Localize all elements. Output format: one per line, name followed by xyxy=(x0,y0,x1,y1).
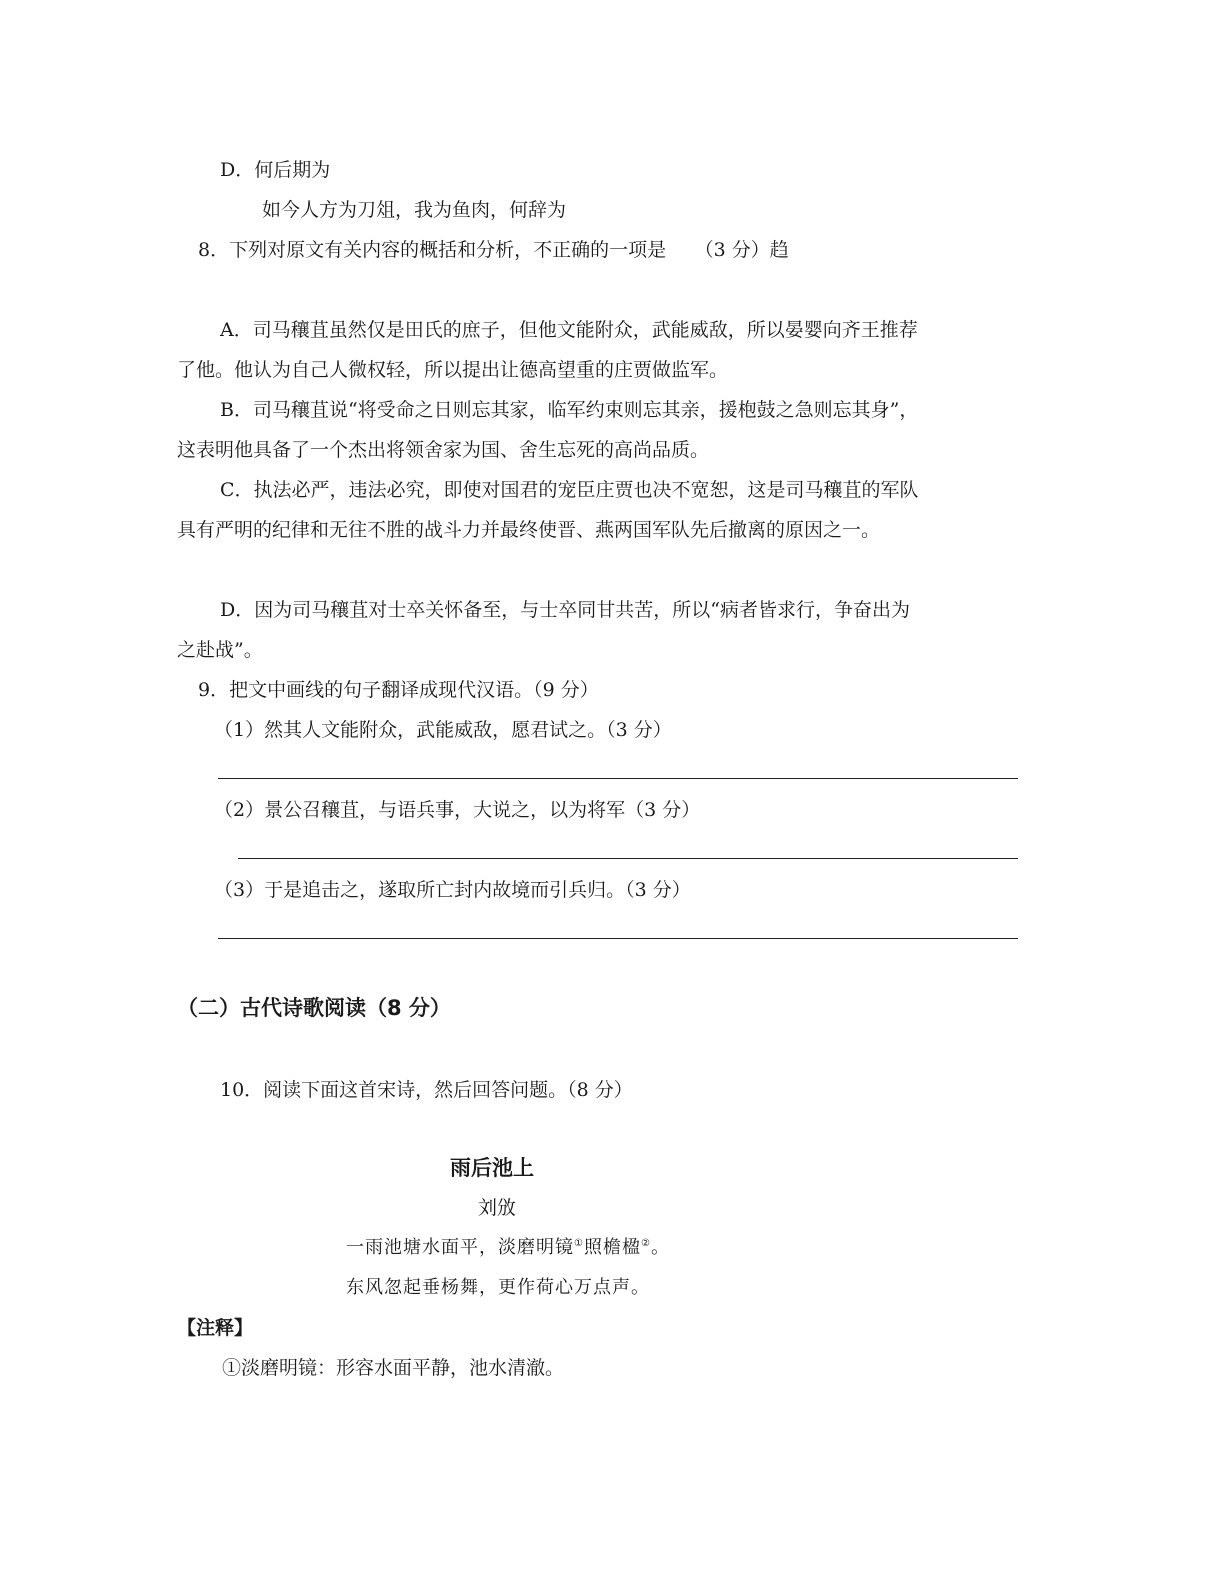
q8-option-c-line1: C．执法必严，违法必究，即使对国君的宠臣庄贾也决不宽恕，这是司马穰苴的军队 xyxy=(220,479,919,501)
note-marker-2: ② xyxy=(640,1238,651,1249)
q7-option-d-second: 如今人方为刀俎，我为鱼肉，何辞为 xyxy=(262,199,567,221)
note-marker-1: ① xyxy=(574,1238,584,1249)
q8-option-a-line2: 了他。他认为自己人微权轻，所以提出让德高望重的庄贾做监军。 xyxy=(177,359,729,381)
q8-option-c-line2: 具有严明的纪律和无往不胜的战斗力并最终使晋、燕两国军队先后撤离的原因之一。 xyxy=(177,519,881,541)
q8-stem: 8．下列对原文有关内容的概括和分析，不正确的一项是 （3 分）趋 xyxy=(198,239,789,261)
notes-label: 【注释】 xyxy=(177,1317,254,1339)
poem-line-1 xyxy=(346,1228,670,1268)
q8-option-d-line1: D．因为司马穰苴对士卒关怀备至，与士卒同甘共苦，所以“病者皆求行，争奋出为 xyxy=(220,599,910,621)
poem-line-2: 东风忽起垂杨舞，更作荷心万点声。 xyxy=(346,1277,650,1298)
poem-title: 雨后池上 xyxy=(450,1156,534,1180)
q9-answer-line-2[interactable] xyxy=(238,858,1018,859)
section-title-poetry: （二）古代诗歌阅读（8 分） xyxy=(177,996,451,1020)
q9-answer-line-3[interactable] xyxy=(218,938,1018,939)
q9-sentence-2: （2）景公召穰苴，与语兵事，大说之，以为将军（3 分） xyxy=(214,799,701,821)
q8-option-d-line2: 之赴战”。 xyxy=(177,639,263,661)
poem-line-1-part-c: 。 xyxy=(650,1237,670,1258)
q10-stem: 10．阅读下面这首宋诗，然后回答问题。（8 分） xyxy=(220,1079,633,1101)
q9-sentence-1: （1）然其人文能附众，武能威敌，愿君试之。（3 分） xyxy=(214,719,672,741)
note-1: ①淡磨明镜：形容水面平静，池水清澈。 xyxy=(222,1357,565,1379)
q8-option-b-line2: 这表明他具备了一个杰出将领舍家为国、舍生忘死的高尚品质。 xyxy=(177,439,710,461)
q9-sentence-3: （3）于是追击之，遂取所亡封内故境而引兵归。（3 分） xyxy=(214,879,691,901)
poem-line-1-part-a: 一雨池塘水面平，淡磨明镜 xyxy=(346,1237,574,1258)
poem-line-1-part-b: 照檐楹 xyxy=(583,1237,641,1258)
q9-stem: 9．把文中画线的句子翻译成现代汉语。（9 分） xyxy=(198,679,599,701)
q8-option-b-line1: B．司马穰苴说“将受命之日则忘其家，临军约束则忘其亲，援枹鼓之急则忘其身”， xyxy=(220,399,919,421)
poem-author: 刘攽 xyxy=(478,1197,517,1219)
q7-option-d: D．何后期为 xyxy=(220,159,331,181)
q8-option-a-line1: A．司马穰苴虽然仅是田氏的庶子，但他文能附众，武能威敌，所以晏婴向齐王推荐 xyxy=(220,319,918,341)
q9-answer-line-1[interactable] xyxy=(218,778,1018,779)
